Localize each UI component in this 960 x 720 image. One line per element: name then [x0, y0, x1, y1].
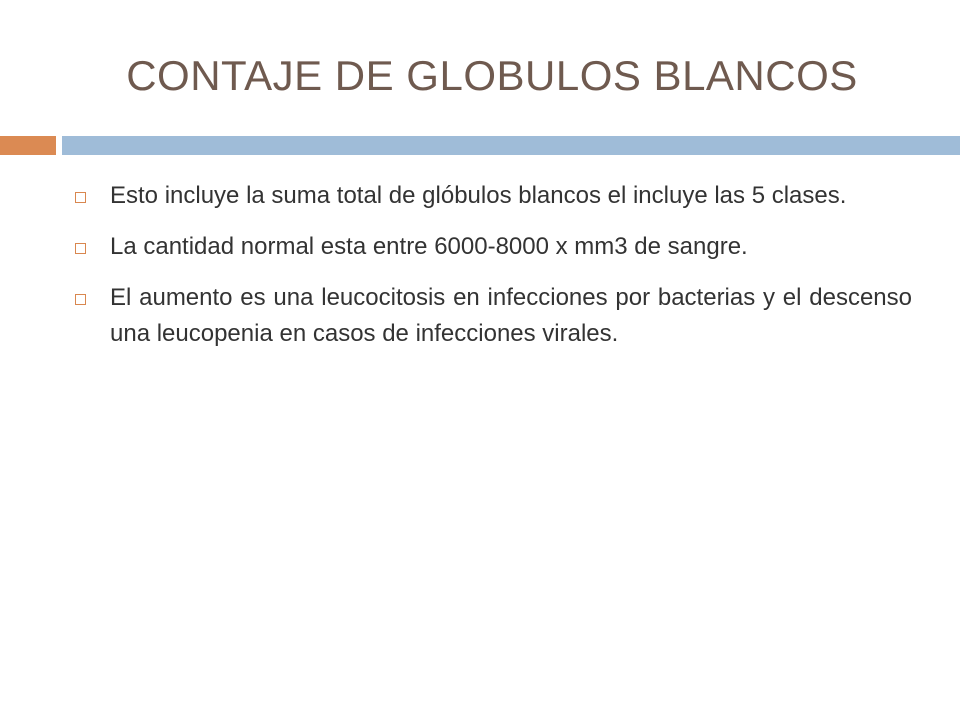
bullet-item	[72, 280, 912, 352]
bullet-text: La cantidad normal esta entre 6000-8000 x mm3 de sangre.	[110, 233, 748, 260]
hollow-square-bullet-icon	[75, 243, 86, 254]
bullet-item	[72, 178, 912, 214]
hollow-square-bullet-icon	[75, 294, 86, 305]
bullet-text: El aumento es una leucocitosis en infecciones por bacterias y el descenso una leucopenia en casos de infecciones virales.	[110, 284, 912, 347]
hollow-square-bullet-icon	[75, 192, 86, 203]
bullet-item	[72, 229, 912, 265]
title-rule-bar	[62, 136, 960, 155]
bullet-list	[72, 178, 912, 367]
title-accent-bar	[0, 136, 56, 155]
slide-title: CONTAJE DE GLOBULOS BLANCOS	[126, 52, 858, 99]
bullet-text: Esto incluye la suma total de glóbulos blancos el incluye las 5 clases.	[110, 182, 847, 209]
